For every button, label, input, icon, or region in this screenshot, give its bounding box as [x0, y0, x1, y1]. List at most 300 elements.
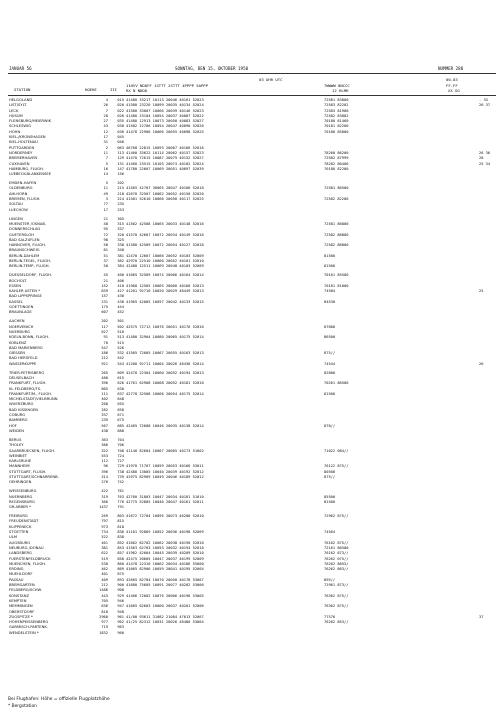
observation-groups: 46760 22815 10093 20067 40166 52016: [126, 145, 204, 150]
station-name: HOHN: [9, 129, 21, 134]
weather-groups: 77576: [324, 614, 336, 619]
station-height: 636: [101, 604, 108, 609]
station-number: 113: [117, 150, 124, 155]
weather-groups: 78260 86200: [324, 150, 349, 155]
weather-groups: 76162 875//: [324, 540, 349, 545]
report-date: SONNTAG, DEN 15. OKTOBER 1950: [175, 66, 249, 71]
station-height: 409: [101, 577, 108, 582]
station-number: 337: [117, 227, 124, 232]
station-height: 3: [105, 197, 108, 202]
station-height: 175: [101, 305, 108, 310]
station-number: 838: [117, 535, 124, 540]
station-name: AHLHORN: [9, 191, 28, 196]
observation-groups: 41565 42707 30065 20047 40166 52018: [126, 186, 204, 191]
observation-groups: 41/00 93611 31082 21084 47013 52007: [126, 614, 204, 619]
extra-groups: 28: [479, 156, 484, 161]
station-height: 422: [101, 489, 108, 494]
station-name: GR.ARBER *: [9, 505, 31, 510]
table-row: [8, 480, 496, 485]
station-name: GOETTINGEN: [9, 305, 34, 310]
station-name: BAD KISSINGEN: [9, 407, 39, 412]
station-name: FRANKFURT/M., FLUGH.: [9, 391, 52, 396]
station-height: 77: [103, 202, 108, 207]
station-number: 022: [117, 108, 124, 113]
observation-groups: 42975 82909 10049 20046 40189 52012: [126, 475, 204, 480]
station-height: 12: [103, 129, 108, 134]
station-number: 202: [117, 181, 124, 186]
station-height: 734: [101, 530, 108, 535]
station-height: 28: [103, 113, 108, 118]
station-number: 875: [117, 572, 124, 577]
observation-groups: 41466 72002 10076 20066 40196 53005: [126, 593, 204, 598]
weather-groups: 76262 863//: [324, 567, 349, 572]
station-name: FREUDENSTADT: [9, 519, 39, 524]
station-name: THOLEY: [9, 443, 24, 448]
station-name: NUERNBERG: [9, 494, 33, 499]
station-name: KONSTANZ: [9, 593, 29, 598]
station-height: 31: [103, 140, 108, 145]
observation-groups: 41665 62603 10060 20037 40201 52006: [126, 604, 204, 609]
station-number: 218: [117, 191, 124, 196]
time-block: 00-03: [446, 77, 458, 82]
station-number: 706: [117, 443, 124, 448]
station-height: 607: [101, 310, 108, 315]
weather-groups: 81500: [324, 264, 336, 269]
station-name: LINGEN: [9, 216, 23, 221]
station-name: BERLIN-TEMP., FLUGH.: [9, 264, 50, 269]
station-height: 462: [101, 567, 108, 572]
weather-groups: 875//: [324, 475, 336, 480]
station-name: BRAUNLAGE: [9, 310, 32, 315]
station-name: STOETTEN: [9, 530, 29, 535]
col-obs1: 11HVV NDDFF 1STTT 2STTT 4PPPP 5APPP: [126, 83, 208, 88]
station-number: 410: [117, 283, 124, 288]
station-height: 530: [101, 561, 108, 566]
station-name: TRIER-PETRISBERG: [9, 370, 45, 375]
station-height: 37: [103, 258, 108, 263]
station-height: 239: [101, 418, 108, 423]
station-number: 815: [117, 519, 124, 524]
weather-groups: 71022 084//: [324, 448, 349, 453]
station-name: GARMISCH-PARTENK.: [9, 625, 48, 630]
station-number: 544: [117, 361, 124, 366]
station-name: KLIPPENECK: [9, 524, 32, 529]
observation-groups: 41480 33217 10113 20046 40161 52023: [126, 98, 204, 102]
extra-groups: 37: [479, 614, 484, 619]
observation-time: 03 UHR UTC: [259, 77, 283, 82]
weather-groups: 72581 86500: [324, 186, 349, 191]
station-number: 444: [117, 305, 124, 310]
station-number: 235: [117, 202, 124, 207]
station-height: 276: [101, 480, 108, 485]
weather-groups: 87800: [324, 324, 336, 329]
observation-groups: 42480 12511 10069 20048 40103 52009: [126, 264, 204, 269]
observation-groups: 41563 62703 10053 20032 40194 52010: [126, 545, 204, 550]
table-row: [8, 631, 496, 636]
station-number: 836: [117, 530, 124, 535]
station-number: 035: [117, 119, 124, 124]
observation-groups: 41/25 82312 10031 20026 48480 53004: [126, 620, 204, 625]
station-name: MANNHEIM: [9, 464, 30, 469]
station-number: 513: [117, 335, 124, 340]
station-height: 839: [101, 289, 108, 294]
observation-groups: 41580 23226 10099 20035 40134 52024: [126, 103, 204, 108]
observation-groups: 42480 13005 10040 20039 40192 52012: [126, 469, 204, 474]
observation-groups: 41480 12913 10073 20050 40083 52027: [126, 119, 204, 124]
station-height: 26: [103, 103, 108, 108]
station-name: REGENSBURG: [9, 499, 35, 504]
station-name: ESSEN: [9, 283, 22, 288]
station-height: 973: [101, 524, 108, 529]
station-name: MUEHLDORF: [9, 572, 33, 577]
station-height: 152: [101, 283, 108, 288]
station-number: 742: [117, 480, 124, 485]
station-number: 036: [117, 129, 124, 134]
observation-groups: 41970 71707 10059 20053 40166 53011: [126, 464, 204, 469]
weather-groups: 74564: [324, 530, 336, 535]
station-number: 948: [117, 609, 124, 614]
observation-groups: 42575 72712 10076 20051 40176 52016: [126, 324, 204, 329]
station-number: 384: [117, 264, 124, 269]
station-number: 515: [117, 340, 124, 345]
station-number: 962: [117, 620, 124, 625]
station-number: 857: [117, 551, 124, 556]
weather-groups: 72581 83800: [324, 98, 349, 102]
station-height: 269: [101, 514, 108, 519]
station-name: WEISSENBURG: [9, 489, 37, 494]
station-name: PUTTGARDEN: [9, 145, 35, 150]
station-number: 438: [117, 299, 124, 304]
station-height: 91: [103, 335, 108, 340]
station-number: 320: [117, 232, 124, 237]
station-height: 443: [101, 593, 108, 598]
station-height: 212: [101, 583, 108, 588]
col-wx2: 12 HLMH: [332, 88, 349, 93]
station-height: 719: [101, 625, 108, 630]
station-name: KASSEL: [9, 299, 23, 304]
station-height: 5: [105, 161, 108, 166]
weather-groups: 72161 86500: [324, 545, 349, 550]
footer-note-height: Bei Flughafen: Höhe = offizielle Flugplatzhöhe: [8, 697, 110, 702]
observation-groups: 42760 31803 10047 20034 40181 51010: [126, 494, 204, 499]
station-number: 852: [117, 540, 124, 545]
weather-groups: 81500: [324, 253, 336, 258]
station-number: 960: [117, 630, 124, 635]
station-name: ULM: [9, 535, 17, 540]
station-name: MUENSTER /OSNAB.: [9, 221, 47, 226]
observation-groups: 42670 32507 10062 20052 40150 52020: [126, 191, 204, 196]
col-obs2: RX N NDDD: [126, 88, 148, 93]
station-number: 542: [117, 356, 124, 361]
weather-groups: 878//: [324, 423, 336, 428]
col-hoehe: HOEHE: [85, 87, 97, 92]
col-wx: 7WWWW 8NCCC: [324, 83, 350, 88]
station-number: 729: [117, 464, 124, 469]
station-name: BAD HERSFELD: [9, 356, 38, 361]
station-name: ZUGSPITZE *: [9, 614, 33, 619]
station-number: 776: [117, 499, 124, 504]
footer-note-mountain: * Bergstation: [8, 703, 37, 709]
weather-groups: 86500: [324, 335, 336, 340]
station-number: 430: [117, 294, 124, 299]
station-number: 853: [117, 545, 124, 550]
station-height: 5: [105, 181, 108, 186]
station-number: 615: [117, 375, 124, 380]
station-name: KARLSRUHE: [9, 459, 32, 464]
weather-groups: 72582 86800: [324, 243, 349, 248]
observation-groups: 41101 92809 10052 20036 40198 52009: [126, 530, 204, 535]
weather-groups: 72582 87999: [324, 156, 349, 161]
station-number: 129: [117, 156, 124, 161]
station-height: 98: [103, 237, 108, 242]
station-height: 4: [105, 98, 108, 102]
table-row: [8, 264, 496, 269]
table-row: [8, 429, 496, 434]
weather-groups: 72583 82202: [324, 103, 349, 108]
station-height: 519: [101, 556, 108, 561]
station-height: 2960: [99, 614, 108, 619]
station-height: 17: [103, 207, 108, 212]
station-height: 14: [103, 172, 108, 177]
station-number: 724: [117, 453, 124, 458]
station-name: LIST/SYLT: [9, 103, 27, 108]
header-rule: [8, 73, 496, 74]
weather-groups: 82800: [324, 370, 336, 375]
observation-groups: 41565 72005 10067 20055 40163 52013: [126, 351, 204, 356]
footer-notes: [8, 697, 110, 710]
station-number: 929: [117, 593, 124, 598]
station-number: 738: [117, 469, 124, 474]
station-name: BAD MARIENBERG: [9, 345, 43, 350]
station-height: 553: [101, 453, 108, 458]
extra-groups: 26: [479, 361, 484, 366]
weather-groups: 70261 86500: [324, 381, 349, 386]
station-height: 50: [103, 264, 108, 269]
station-number: 763: [117, 494, 124, 499]
station-height: 547: [101, 345, 108, 350]
station-number: 675: [117, 418, 124, 423]
observation-groups: 41665 32509 10074 20066 40164 52014: [126, 273, 204, 278]
station-number: 215: [117, 186, 124, 191]
station-height: 58: [103, 243, 108, 248]
station-number: 325: [117, 237, 124, 242]
weather-groups: 72581 86800: [324, 221, 349, 226]
station-height: 337: [101, 413, 108, 418]
station-height: 319: [101, 494, 108, 499]
extra-groups: 26 36: [479, 150, 491, 155]
weather-groups: 72582 82200: [324, 197, 349, 202]
weather-groups: 70181 81000: [324, 283, 349, 288]
station-number: 893: [117, 577, 124, 582]
station-height: 70: [103, 340, 108, 345]
station-number: 427: [117, 289, 124, 294]
station-name: OLDENBURG: [9, 186, 33, 191]
weather-groups: 76362 875//: [324, 593, 349, 598]
table-row: [8, 362, 496, 367]
station-height: 366: [101, 499, 108, 504]
station-height: 111: [101, 391, 108, 396]
observation-groups: 42465 72608 10046 20035 40138 52014: [126, 423, 204, 428]
weather-groups: 70180 81460: [324, 119, 349, 124]
station-number: 026: [117, 113, 124, 118]
station-number: 658: [117, 407, 124, 412]
observation-groups: 41960 12505 10065 20060 40160 52013: [126, 283, 204, 288]
station-name: BAD SALZUFLEN: [9, 237, 40, 242]
station-number: 704: [117, 437, 124, 442]
observation-groups: 41460 33622 10114 20062 40157 52023: [126, 150, 204, 155]
weather-groups: 72961 873//: [324, 583, 349, 588]
station-height: 21: [103, 278, 108, 283]
station-height: 95: [103, 227, 108, 232]
table-row: [8, 172, 496, 177]
station-number: 063: [117, 145, 124, 150]
station-number: 739: [117, 475, 124, 480]
station-height: 51: [103, 253, 108, 258]
station-height: 977: [101, 620, 108, 625]
station-number: 156: [117, 172, 124, 177]
station-height: 401: [101, 572, 108, 577]
observation-groups: 41480 32904 10080 20065 40175 52014: [126, 335, 204, 340]
station-number: 046: [117, 140, 124, 145]
station-name: KEMPTEN: [9, 598, 27, 603]
station-number: 946: [117, 598, 124, 603]
weather-groups: 85500: [324, 494, 336, 499]
observation-groups: 42775 52805 10046 20047 40161 52011: [126, 499, 204, 504]
station-height: 96: [103, 464, 108, 469]
station-number: 015: [117, 98, 124, 102]
observation-groups: 41581 52610 10066 20050 40117 52025: [126, 197, 204, 202]
station-height: 438: [101, 428, 108, 433]
observation-groups: 41201 92710 10020 20029 48449 52013: [126, 289, 204, 294]
station-number: 400: [117, 273, 124, 278]
weather-groups: 72583 81900: [324, 108, 349, 113]
observation-groups: 41580 33007 10066 20039 40146 52023: [126, 108, 204, 113]
station-number: 510: [117, 329, 124, 334]
station-height: 27: [103, 119, 108, 124]
station-height: 45: [103, 273, 108, 278]
weather-groups: 895//: [324, 577, 336, 582]
station-height: 1486: [99, 588, 108, 593]
station-name: HANNOVER, FLUGH.: [9, 243, 46, 248]
station-number: 315: [117, 221, 124, 226]
weather-groups: 72582 83802: [324, 113, 349, 118]
station-name: EMDEN-HAFEN: [9, 181, 37, 186]
station-number: 671: [117, 413, 124, 418]
station-name: HOHENPEISSENBERG: [9, 620, 49, 625]
weather-groups: 72582 86800: [324, 232, 349, 237]
station-number: 688: [117, 428, 124, 433]
station-name: FUERSTENFELDBRUCK: [9, 556, 51, 561]
station-number: 963: [117, 625, 124, 630]
weather-groups: 81500: [324, 499, 336, 504]
station-name: KOBLENZ: [9, 340, 27, 345]
weather-groups: 84530: [324, 299, 336, 304]
weather-groups: 76262 8653/: [324, 561, 349, 566]
station-name: GUETERSLOH: [9, 232, 34, 237]
station-name: AUGSBURG: [9, 540, 31, 545]
station-number: 858: [117, 556, 124, 561]
weather-groups: 78282 80400: [324, 161, 349, 166]
observation-groups: 41200 92711 10004 20026 48436 52014: [126, 361, 204, 366]
station-number: 131: [117, 161, 124, 166]
station-height: 480: [101, 375, 108, 380]
station-number: 637: [117, 391, 124, 396]
station-name: KOELN-BONN, FLUGH.: [9, 335, 50, 340]
station-name: STUTTGART/SCHNARRENB.: [9, 475, 59, 480]
station-name: NUERBURG: [9, 329, 30, 334]
station-name: KIEL-HOLTENAU: [9, 140, 38, 145]
station-name: FRANKFURT, FLUGH.: [9, 381, 47, 386]
station-height: 402: [101, 397, 108, 402]
station-height: 186: [101, 351, 108, 356]
station-name: PASSAU: [9, 577, 24, 582]
station-number: 947: [117, 604, 124, 609]
station-number: 860: [117, 561, 124, 566]
station-height: 386: [101, 443, 108, 448]
station-name: FREIBURG: [9, 514, 28, 519]
station-number: 406: [117, 278, 124, 283]
observation-groups: 41562 42508 10065 20033 40148 52016: [126, 221, 204, 226]
station-height: 461: [101, 540, 108, 545]
station-name: DEUSELBACH: [9, 375, 34, 380]
station-height: 921: [101, 361, 108, 366]
station-height: 231: [101, 299, 108, 304]
weather-groups: 76262 075//: [324, 556, 349, 561]
station-number: 791: [117, 505, 124, 510]
station-height: 322: [101, 448, 108, 453]
observation-groups: 41470 22310 10062 20034 40186 55000: [126, 561, 204, 566]
observation-groups: 41680 75605 10091 20077 40202 53006: [126, 583, 204, 588]
station-number: 381: [117, 253, 124, 258]
observation-groups: 41662 82702 10062 20038 40190 52010: [126, 540, 204, 545]
station-number: 501: [117, 319, 124, 324]
weather-groups: 70180 85000: [324, 129, 349, 134]
station-name: BERUS: [9, 437, 22, 442]
observation-groups: 41140 82604 10067 20065 40173 51002: [126, 448, 204, 453]
station-height: 1832: [99, 630, 108, 635]
station-name: BAMBERG: [9, 418, 28, 423]
station-name: SOLTAU: [9, 202, 23, 207]
station-name: KIEL-/KRONSHAGEN: [9, 135, 46, 140]
station-height: 112: [101, 459, 108, 464]
station-name: MICHELSTADT/VIELBRUNN: [9, 397, 58, 402]
station-name: FLENSBURG/MEIERWIK: [9, 119, 51, 124]
station-name: AACHEN: [9, 319, 25, 324]
station-name: LECK: [9, 108, 19, 113]
station-number: 045: [117, 135, 124, 140]
station-name: BOCHOLT: [9, 278, 27, 283]
weather-groups: 72962 875//: [324, 514, 349, 519]
station-name: DONNERSCHLAG: [9, 227, 41, 232]
weather-groups: 70161 85500: [324, 273, 349, 278]
station-name: KL.FELDBERG/TS.: [9, 386, 42, 391]
extra-groups: - 33: [479, 98, 488, 102]
station-name: MUENCHEN, FLUGH.: [9, 561, 47, 566]
station-name: HUSUM: [9, 113, 23, 118]
station-height: 522: [101, 535, 108, 540]
station-height: 49: [103, 191, 108, 196]
observation-groups: 41460 23515 10103 20074 40102 52024: [126, 161, 204, 166]
col-station: STATION: [14, 87, 31, 92]
station-height: 805: [101, 386, 108, 391]
col-ff: FF-FF: [446, 83, 458, 88]
station-height: 567: [101, 423, 108, 428]
station-name: LUECHOW: [9, 207, 28, 212]
observation-groups: 41470 72615 10087 20075 40152 52027: [126, 156, 204, 161]
station-name: KAHLER ASTEN *: [9, 289, 40, 294]
station-name: WUERZBURG: [9, 402, 34, 407]
station-name: NEUBURG /DONAU: [9, 545, 44, 550]
